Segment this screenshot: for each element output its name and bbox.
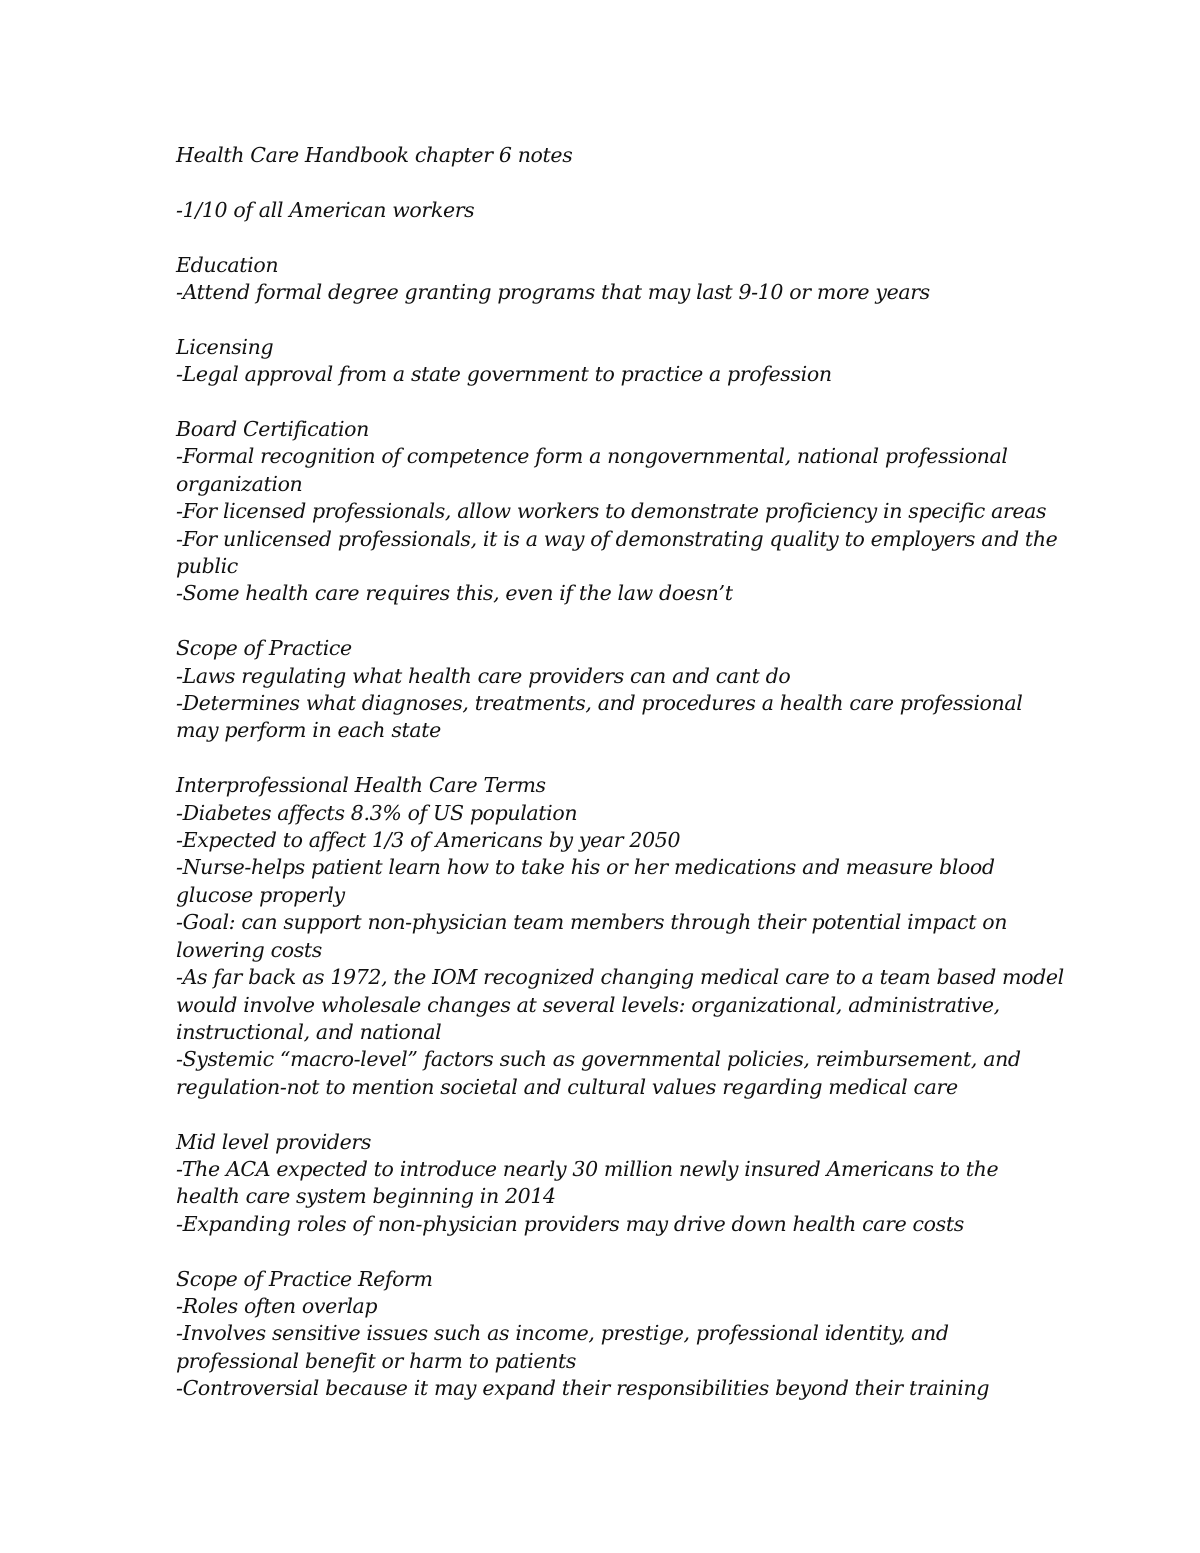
note-line: -For unlicensed professionals, it is a way of demonstrating quality to employers and the [176,526,1058,551]
note-line: professional benefit or harm to patients [176,1348,577,1373]
section-heading-interprofessional-terms: Interprofessional Health Care Terms [176,773,546,798]
note-line: would involve wholesale changes at several levels: organizational, administrative, [176,992,1000,1017]
note-line: lowering costs [176,937,322,962]
section-heading-scope-of-practice: Scope of Practice [176,636,352,661]
note-line: -Controversial because it may expand their responsibilities beyond their training [176,1376,990,1401]
note-line: may perform in each state [176,718,441,743]
note-line: public [176,554,238,579]
note-line: -Diabetes affects 8.3% of US population [176,800,578,825]
note-line: -Some health care requires this, even if the law doesn’t [176,581,733,606]
note-line: organization [176,471,303,496]
note-line: -As far back as 1972, the IOM recognized changing medical care to a team based model [176,965,1064,990]
intro-line: -1/10 of all American workers [176,197,475,222]
note-line: -Roles often overlap [176,1293,378,1318]
note-line: -Laws regulating what health care providers can and cant do [176,663,791,688]
note-line: -Legal approval from a state government to practice a profession [176,362,832,387]
note-line: -The ACA expected to introduce nearly 30 million newly insured Americans to the [176,1156,999,1181]
note-line: health care system beginning in 2014 [176,1184,556,1209]
note-line: -Involves sensitive issues such as income, prestige, professional identity, and [176,1321,949,1346]
note-line: -Determines what diagnoses, treatments, and procedures a health care professional [176,691,1023,716]
section-heading-scope-of-practice-reform: Scope of Practice Reform [176,1266,433,1291]
note-line: -Systemic “macro-level” factors such as governmental policies, reimbursement, and [176,1047,1021,1072]
note-line: -Nurse-helps patient learn how to take his or her medications and measure blood [176,855,995,880]
note-line: -Expected to affect 1/3 of Americans by year 2050 [176,828,681,853]
section-heading-mid-level-providers: Mid level providers [176,1129,371,1154]
document-body [176,142,1064,1403]
section-heading-education: Education [176,252,279,277]
note-line: -For licensed professionals, allow workers to demonstrate proficiency in specific areas [176,499,1047,524]
note-line: instructional, and national [176,1019,442,1044]
note-line: glucose properly [176,882,345,907]
section-heading-licensing: Licensing [176,334,274,359]
note-line: -Attend formal degree granting programs that may last 9-10 or more years [176,280,930,304]
note-line: -Goal: can support non-physician team members through their potential impact on [176,910,1008,935]
note-line: -Formal recognition of competence form a nongovernmental, national professional [176,444,1008,469]
document-title: Health Care Handbook chapter 6 notes [176,143,573,167]
note-line: -Expanding roles of non-physician providers may drive down health care costs [176,1211,964,1236]
note-line: regulation-not to mention societal and cultural values regarding medical care [176,1074,958,1099]
section-heading-board-certification: Board Certification [176,417,370,441]
